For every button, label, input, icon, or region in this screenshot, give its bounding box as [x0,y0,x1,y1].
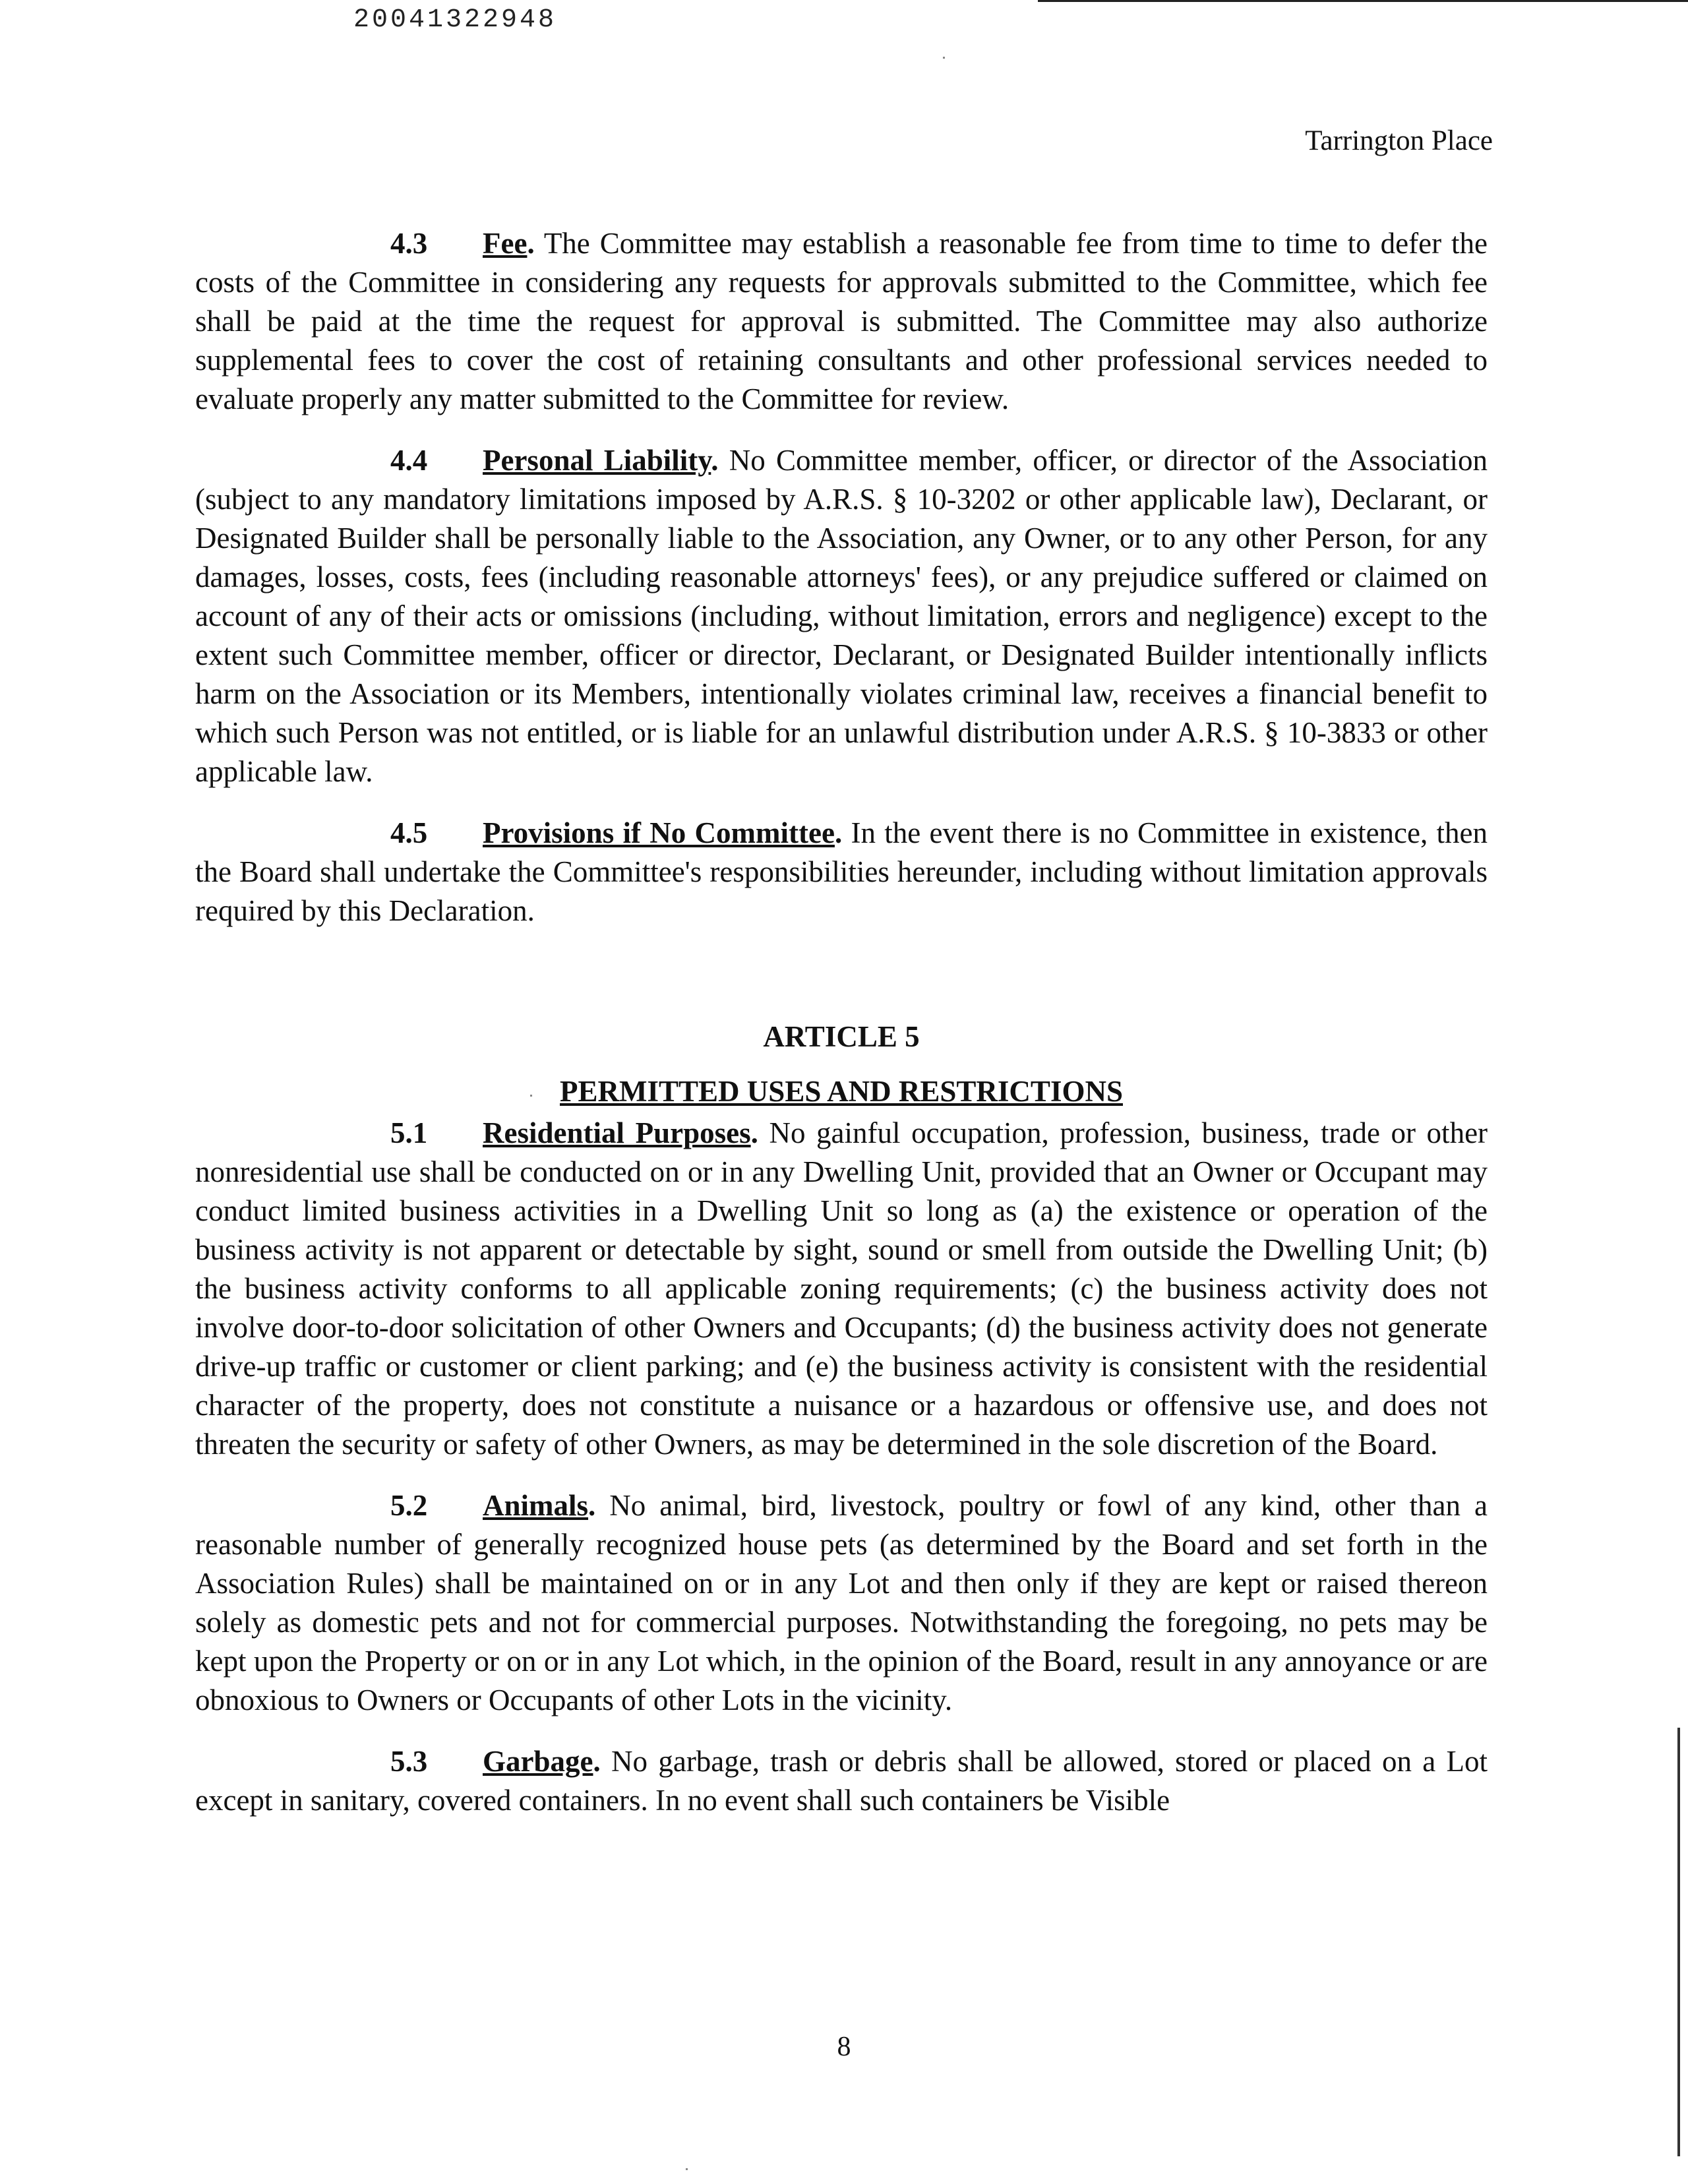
section-4-3: 4.3 Fee. The Committee may establish a reasonable fee from time to time to defer the costs of the Committee in considering any requests for approvals submitted to the Committee, which fee shall be paid at the time the request for approval is submitted. The Committee may also authorize supplemental fees to cover the cost of retaining consultants and other professional services needed to evaluate properly any matter submitted to the Committee for review. [195,224,1488,419]
section-5-3: 5.3 Garbage. No garbage, trash or debris shall be allowed, stored or placed on a Lot except in sanitary, covered containers. In no event shall such containers be Visible [195,1742,1488,1820]
document-body [195,224,1488,1820]
section-caption: Garbage [483,1745,593,1778]
section-caption: Residential Purposes [483,1116,751,1149]
section-4-5: 4.5 Provisions if No Committee. In the event there is no Committee in existence, then the Board shall undertake the Committee's responsibilities hereunder, including without limitation approvals required by this Declaration. [195,814,1488,930]
scan-speck [943,57,945,59]
section-text: No garbage, trash or debris shall be allowed, stored or placed on a Lot except in sanitary, covered containers. In no event shall such containers be Visible [195,1745,1488,1817]
section-number: 5.1 [390,1116,428,1149]
page-number: 8 [837,2032,851,2062]
section-caption: Personal Liability [483,444,711,477]
section-caption: Animals [483,1489,589,1522]
scan-top-rule [1038,0,1688,2]
section-4-4: 4.4 Personal Liability. No Committee member, officer, or director of the Association (subject to any mandatory limitations imposed by A.R.S. § 10-3202 or other applicable law), Declarant, or Designated Builder shall be personally liable to the Association, any Owner, or to any other Person, for any damages, losses, costs, fees (including reasonable attorneys' fees), or any prejudice suffered or claimed on account of any of their acts or omissions (including, without limitation, errors and negligence) except to the extent such Committee member, officer or director, Declarant, or Designated Builder intentionally inflicts harm on the Association or its Members, intentionally violates criminal law, receives a financial benefit to which such Person was not entitled, or is liable for an unlawful distribution under A.R.S. § 10-3833 or other applicable law. [195,441,1488,791]
section-5-2: 5.2 Animals. No animal, bird, livestock, poultry or fowl of any kind, other than a reasonable number of generally recognized house pets (as determined by the Board and set forth in the Association Rules) shall be maintained on or in any Lot and then only if they are kept or raised thereon solely as domestic pets and not for commercial purposes. Notwithstanding the foregoing, no pets may be kept upon the Property or on or in any Lot which, in the opinion of the Board, result in any annoyance or are obnoxious to Owners or Occupants of other Lots in the vicinity. [195,1486,1488,1720]
section-number: 4.4 [390,444,428,477]
running-header: Tarrington Place [1305,125,1493,156]
section-number: 5.2 [390,1489,428,1522]
section-text: No gainful occupation, profession, business, trade or other nonresidential use shall be conducted on or in any Dwelling Unit, provided that an Owner or Occupant may conduct limited business activities in a Dwelling Unit so long as (a) the existence or operation of the business activity is not apparent or detectable by sight, sound or smell from outside the Dwelling Unit; (b) the business activity conforms to all applicable zoning requirements; (c) the business activity does not involve door-to-door solicitation of other Owners and Occupants; (d) the business activity does not generate drive-up traffic or customer or client parking; and (e) the business activity is consistent with the residential character of the property, does not constitute a nuisance or a hazardous or offensive use, and does not threaten the security or safety of other Owners, as may be determined in the sole discretion of the Board. [195,1116,1488,1461]
section-number: 4.5 [390,816,428,849]
section-text: The Committee may establish a reasonable fee from time to time to defer the costs of the Committee in considering any requests for approvals submitted to the Committee, which fee shall be paid at the time the request for approval is submitted. The Committee may also authorize supplemental fees to cover the cost of retaining consultants and other professional services needed to evaluate properly any matter submitted to the Committee for review. [195,227,1488,415]
document-id-stamp: 20041322948 [353,5,557,35]
section-text: No Committee member, officer, or director of the Association (subject to any mandatory limitations imposed by A.R.S. § 10-3202 or other applicable law), Declarant, or Designated Builder shall be personally liable to the Association, any Owner, or to any other Person, for any damages, losses, costs, fees (including reasonable attorneys' fees), or any prejudice suffered or claimed on account of any of their acts or omissions (including, without limitation, errors and negligence) except to the extent such Committee member, officer or director, Declarant, or Designated Builder intentionally inflicts harm on the Association or its Members, intentionally violates criminal law, receives a financial benefit to which such Person was not entitled, or is liable for an unlawful distribution under A.R.S. § 10-3833 or other applicable law. [195,444,1488,788]
section-text: No animal, bird, livestock, poultry or fowl of any kind, other than a reasonable number of generally recognized house pets (as determined by the Board and set forth in the Association Rules) shall be maintained on or in any Lot and then only if they are kept or raised thereon solely as domestic pets and not for commercial purposes. Notwithstanding the foregoing, no pets may be kept upon the Property or on or in any Lot which, in the opinion of the Board, result in any annoyance or are obnoxious to Owners or Occupants of other Lots in the vicinity. [195,1489,1488,1716]
section-caption: Provisions if No Committee [483,816,835,849]
section-caption: Fee [483,227,528,260]
section-5-1: 5.1 Residential Purposes. No gainful occupation, profession, business, trade or other nonresidential use shall be conducted on or in any Dwelling Unit, provided that an Owner or Occupant may conduct limited business activities in a Dwelling Unit so long as (a) the existence or operation of the business activity is not apparent or detectable by sight, sound or smell from outside the Dwelling Unit; (b) the business activity conforms to all applicable zoning requirements; (c) the business activity does not involve door-to-door solicitation of other Owners and Occupants; (d) the business activity does not generate drive-up traffic or customer or client parking; and (e) the business activity is consistent with the residential character of the property, does not constitute a nuisance or a hazardous or offensive use, and does not threaten the security or safety of other Owners, as may be determined in the sole discretion of the Board. [195,1114,1488,1464]
section-text: In the event there is no Committee in existence, then the Board shall undertake the Committee's responsibilities hereunder, including without limitation approvals required by this Declaration. [195,816,1488,927]
scan-right-edge-line [1677,1728,1680,2156]
scan-speck [686,2168,688,2170]
article-heading: ARTICLE 5 [763,1020,920,1053]
section-number: 4.3 [390,227,428,260]
article-title: PERMITTED USES AND RESTRICTIONS [560,1075,1123,1108]
section-number: 5.3 [390,1745,428,1778]
